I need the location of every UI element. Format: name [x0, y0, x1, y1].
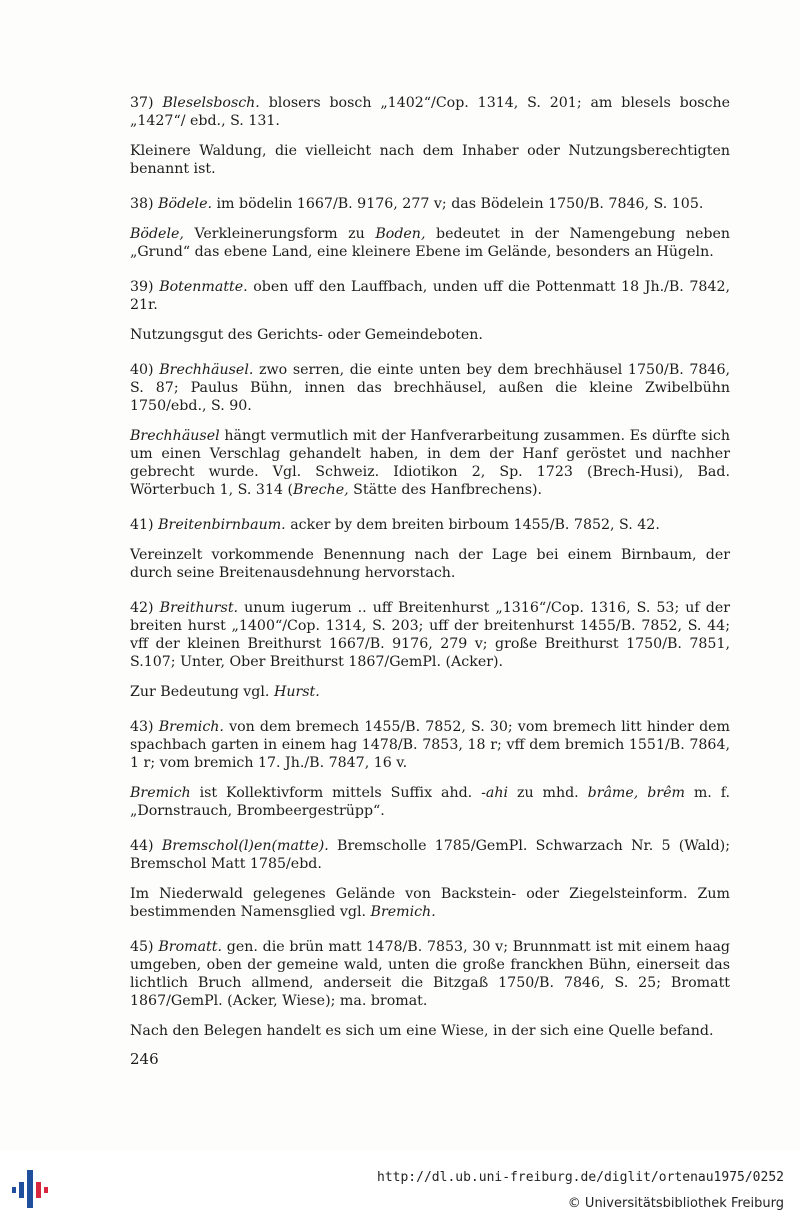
place-name: Bleselsbosch.: [162, 95, 260, 111]
entry-explanation: Nach den Belegen handelt es sich um eine Wiese, in der sich eine Quelle befand.: [130, 1023, 714, 1039]
entry-explanation: Im Niederwald gelegenes Gelände von Backstein- oder Ziegelsteinform. Zum bestimmenden Namensglied vgl. Bremich.: [130, 886, 730, 920]
entry-citation: 40) Brechhäusel. zwo serren, die einte unten bey dem brechhäusel 1750/B. 7846, S. 87; Paulus Bühn, innen das brechhäusel, außen die kleine Zwibelbühn 1750/ebd., S. 90.: [130, 362, 730, 414]
entry-39: [130, 278, 730, 344]
place-name: Brechhäusel.: [159, 362, 254, 378]
entry-citation: 42) Breithurst. unum iugerum .. uff Breitenhurst „1316“/Cop. 1316, S. 53; uf der breiten hurst „1400“/Cop. 1314, S. 203; uff der breitenhurst 1455/B. 7852, S. 44; vff der kleinen Breithurst 1667/B. 9176, 279 v; große Breithurst 1750/B. 7851, S.107; Unter, Ober Breithurst 1867/GemPl. (Acker).: [130, 600, 730, 670]
entry-citation: 45) Bromatt. gen. die brün matt 1478/B. 7853, 30 v; Brunnmatt ist mit einem haag umgeben, oben der gemeine wald, unten die große franckhen Bühn, einerseit das lichtlich Bruch allmend, anderseit die Bitzgaß 1750/B. 7846, S. 25; Bromatt 1867/GemPl. (Acker, Wiese); ma. bromat.: [130, 939, 731, 1009]
place-name: Botenmatte.: [159, 279, 248, 295]
entry-41: [130, 516, 730, 582]
entry-explanation: Nutzungsgut des Gerichts- oder Gemeindeboten.: [130, 327, 483, 343]
entry-42: [130, 599, 730, 701]
entry-40: [130, 361, 730, 499]
entry-explanation: Kleinere Waldung, die vielleicht nach dem Inhaber oder Nutzungsberechtigten benannt ist.: [130, 143, 730, 177]
entry-explanation: Zur Bedeutung vgl. Hurst.: [130, 684, 320, 700]
entry-38: [130, 195, 730, 261]
entry-explanation: Bremich ist Kollektivform mittels Suffix ahd. -ahi zu mhd. brâme, brêm m. f. „Dornstrauch, Brombeergestrüpp“.: [130, 785, 730, 819]
copyright-text: © Universitätsbibliothek Freiburg: [567, 1196, 784, 1211]
entry-explanation: Brechhäusel hängt vermutlich mit der Hanfverarbeitung zusammen. Es dürfte sich um einen Verschlag gehandelt haben, in dem der Hanf geröstet und nachher gebrecht wurde. Vgl. Schweiz. Idiotikon 2, Sp. 1723 (Brech-Husi), Bad. Wörterbuch 1, S. 314 (Breche, Stätte des Hanfbrechens).: [130, 428, 730, 498]
place-name: Breitenbirnbaum.: [158, 517, 286, 533]
entry-citation: 41) Breitenbirnbaum. acker by dem breiten birboum 1455/B. 7852, S. 42.: [130, 517, 660, 533]
entry-citation: 44) Bremschol(l)en(matte). Bremscholle 1785/GemPl. Schwarzach Nr. 5 (Wald); Bremschol Matt 1785/ebd.: [130, 838, 730, 872]
entry-explanation: Vereinzelt vorkommende Benennung nach der Lage bei einem Birnbaum, der durch seine Breitenausdehnung hervorstach.: [130, 547, 730, 581]
page-number: 246: [130, 1050, 159, 1068]
entry-citation: 37) Bleselsbosch. blosers bosch „1402“/Cop. 1314, S. 201; am blesels bosche „1427“/ ebd., S. 131.: [130, 95, 731, 129]
footer: [0, 1160, 800, 1220]
place-name: Bremschol(l)en(matte).: [161, 838, 329, 854]
entry-citation: 39) Botenmatte. oben uff den Lauffbach, unden uff die Pottenmatt 18 Jh./B. 7842, 21r.: [130, 279, 731, 313]
place-name: Bromatt.: [158, 939, 222, 955]
entry-explanation: Bödele, Verkleinerungsform zu Boden, bedeutet in der Namengebung neben „Grund“ das ebene Land, eine kleinere Ebene im Gelände, besonders an Hügeln.: [130, 226, 730, 260]
page-body: [130, 94, 730, 1057]
source-url-link[interactable]: http://dl.ub.uni-freiburg.de/diglit/ortenau1975/0252: [377, 1170, 784, 1185]
entry-44: [130, 837, 730, 921]
place-name: Breithurst.: [159, 600, 239, 616]
place-name: Bödele.: [158, 196, 212, 212]
entry-citation: 43) Bremich. von dem bremech 1455/B. 7852, S. 30; vom bremech litt hinder dem spachbach garten in einem hag 1478/B. 7853, 18 r; vff dem bremich 1551/B. 7864, 1 r; vom bremich 17. Jh./B. 7847, 16 v.: [130, 719, 731, 771]
place-name: Bremich.: [158, 719, 224, 735]
ub-freiburg-logo-icon[interactable]: [10, 1168, 50, 1210]
entry-43: [130, 718, 730, 820]
entry-citation: 38) Bödele. im bödelin 1667/B. 9176, 277 v; das Bödelein 1750/B. 7846, S. 105.: [130, 196, 704, 212]
entry-45: [130, 938, 730, 1040]
entry-37: [130, 94, 730, 178]
